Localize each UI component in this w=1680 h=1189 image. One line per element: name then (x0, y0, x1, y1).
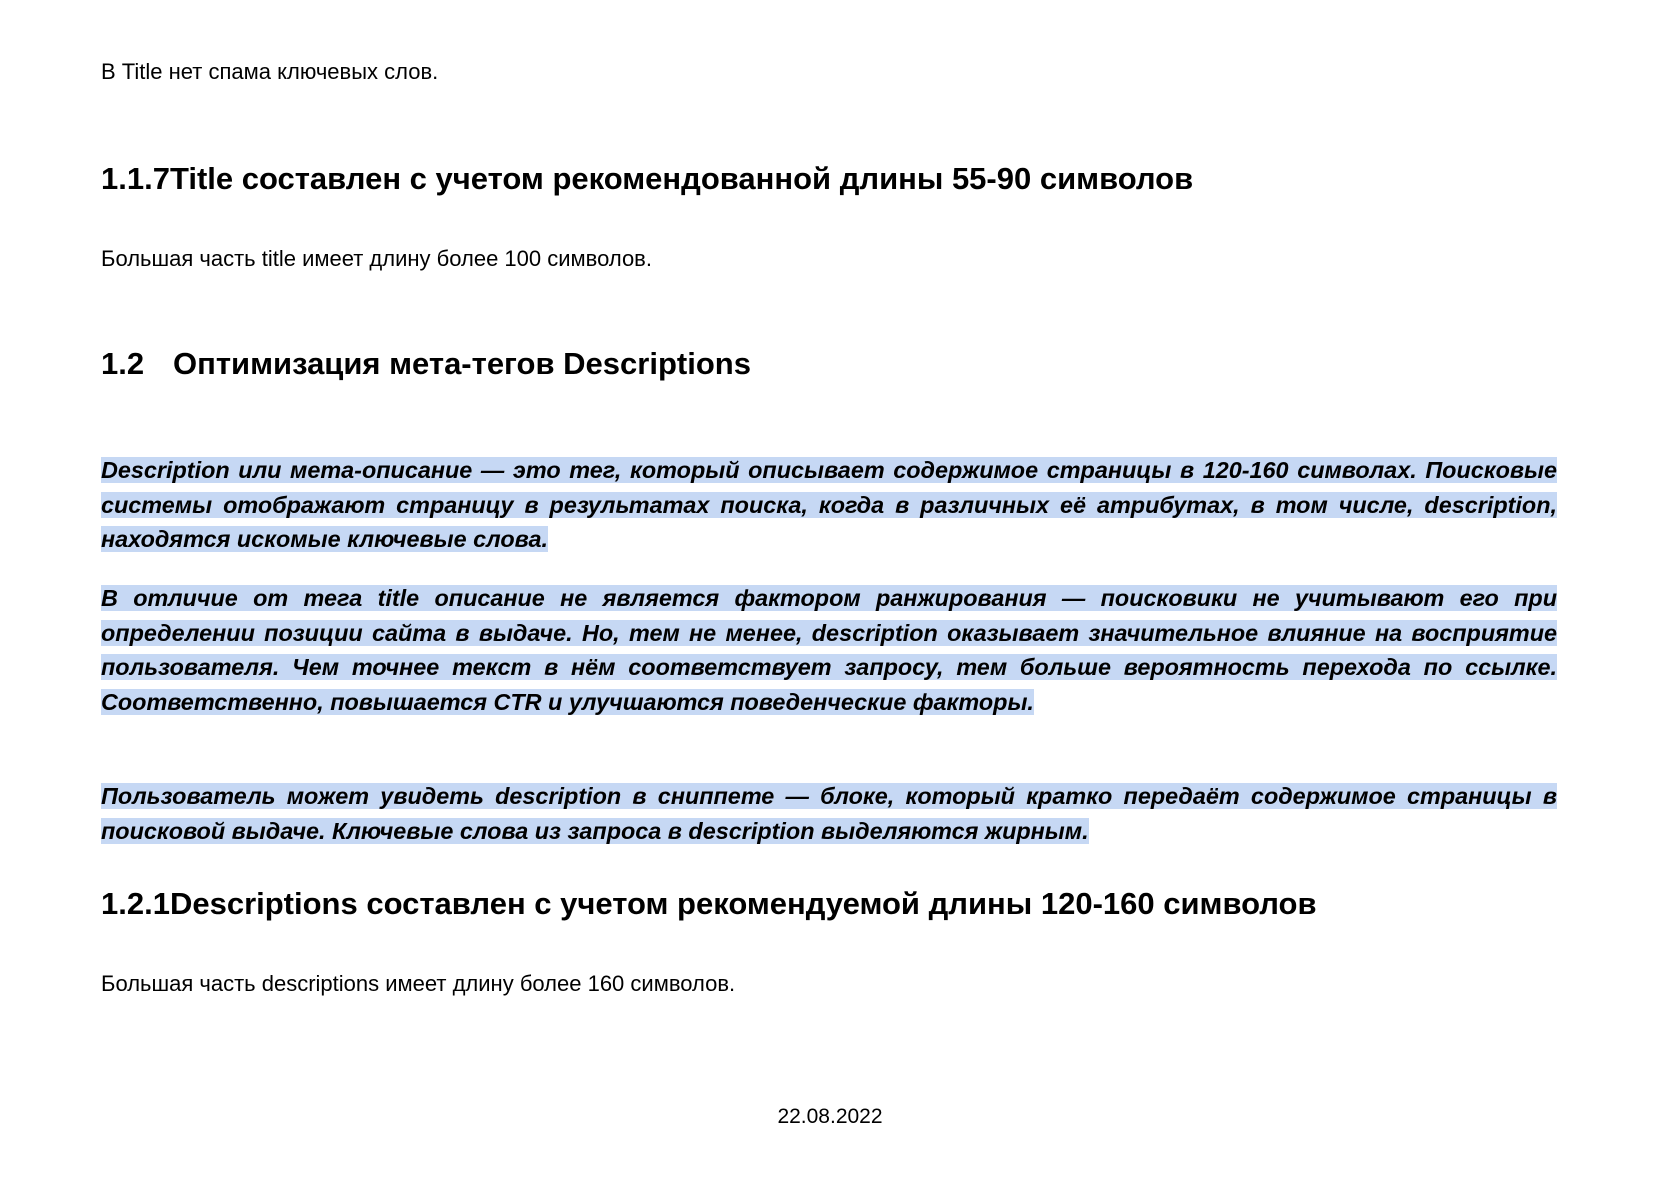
section-1-2-1-body: Большая часть descriptions имеет длину более 160 символов. (101, 971, 736, 996)
heading-1-1-7-title: Title составлен с учетом рекомендованной длины 55-90 символов (169, 161, 1194, 196)
highlighted-paragraph-3 (101, 779, 1557, 848)
footer-date: 22.08.2022 (777, 1105, 883, 1128)
selection-highlight: Пользователь может увидеть description в сниппете — блоке, который кратко передаёт содержимое страницы в поисковой выдаче. Ключевые слова из запроса в description выделяются жирным. (101, 783, 1557, 844)
heading-1-2-1-title: Descriptions составлен с учетом рекомендуемой длины 120-160 символов (169, 886, 1317, 921)
heading-1-2-1-number: 1.2.1 (101, 886, 170, 921)
heading-1-2 (101, 344, 751, 384)
selection-highlight: В отличие от тега title описание не является фактором ранжирования — поисковики не учитывают его при определении позиции сайта в выдаче. Но, тем не менее, description оказывает значительное влияние на восприятие пользователя. Чем точнее текст в нём соответствует запросу, тем больше вероятность перехода по ссылке. Соответственно, повышается CTR и улучшаются поведенческие факторы. (101, 585, 1557, 715)
heading-1-1-7-number: 1.1.7 (101, 161, 170, 196)
heading-1-2-title: Оптимизация мета-тегов Descriptions (173, 346, 751, 381)
heading-1-2-1 (101, 884, 1317, 924)
heading-1-2-number: 1.2 (101, 346, 145, 381)
selection-highlight: Description или мета-описание — это тег, который описывает содержимое страницы в 120-160 символах. Поисковые системы отображают страницу в результатах поиска, когда в различных её атрибутах, в том числе, description, находятся искомые ключевые слова. (101, 457, 1557, 552)
heading-1-1-7 (101, 159, 1193, 199)
highlighted-paragraph-1 (101, 453, 1557, 557)
highlighted-paragraph-2 (101, 581, 1557, 719)
intro-line: В Title нет спама ключевых слов. (101, 59, 439, 84)
section-1-1-7-body: Большая часть title имеет длину более 100 символов. (101, 246, 652, 271)
